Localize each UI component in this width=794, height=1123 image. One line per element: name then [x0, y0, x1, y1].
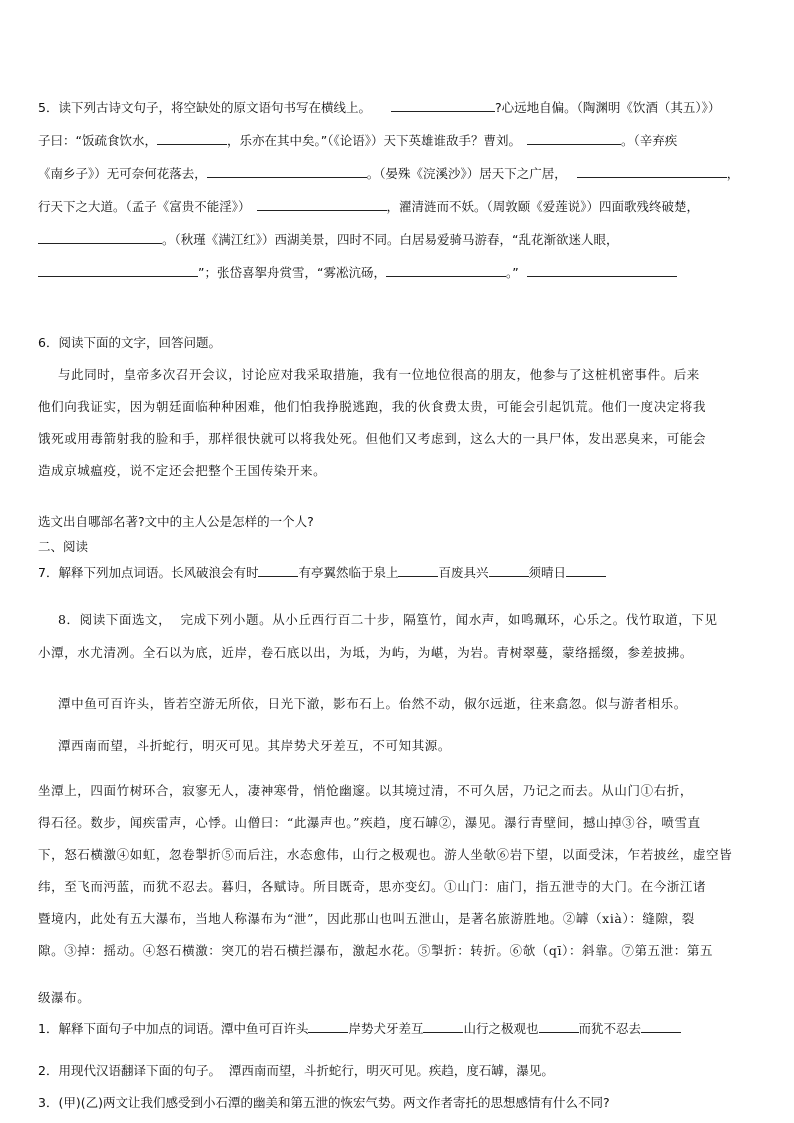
answer-blank[interactable]	[386, 264, 506, 277]
q5-text: 。（辛弃疾	[620, 133, 678, 148]
q8-sub1-text: 山行之极观也	[463, 1021, 539, 1036]
q7-line	[38, 564, 606, 581]
q6-question: 选文出自哪部名著?文中的主人公是怎样的一个人?	[38, 514, 314, 529]
q7-text: 须晴日	[528, 565, 567, 580]
q5-text: ，濯清涟而不妖。（周敦颐《爱莲说》）四面歌残终破楚，	[386, 199, 700, 214]
q5-text: 《南乡子》）无可奈何花落去，	[38, 166, 207, 181]
q6-passage-line: 饿死或用毒箭射我的脸和手，那样很快就可以将我处死。但他们又考虑到，这么大的一具尸体，发出恶臭来，可能会	[38, 431, 707, 446]
q6-passage-line: 他们向我证实，因为朝廷面临种种困难，他们怕我挣脱逃跑，我的伙食费太贵，可能会引起饥荒。他们一度决定将我	[38, 399, 707, 414]
answer-blank[interactable]	[257, 198, 387, 211]
q8-sub1-text: 岸势犬牙差互	[348, 1021, 424, 1036]
q8-line: 坐潭上，四面竹树环合，寂寥无人，凄神寒骨，悄怆幽邃。以其境过清，不可久居，乃记之而去。从山门①右折，	[38, 783, 694, 798]
q8-line: 8．阅读下面选文， 完成下列小题。从小丘西行百二十步，隔篁竹，闻水声，如鸣珮环，心乐之。伐竹取道，下见	[58, 612, 718, 627]
answer-blank[interactable]	[38, 231, 162, 244]
q8-line: 下，怒石横激④如虹，忽卷掣折⑤而后注，水态愈伟，山行之极观也。游人坐欹⑥岩下望，以面受沫，乍若披丝，虚空皆	[38, 847, 733, 862]
answer-blank[interactable]	[398, 564, 438, 577]
q5-text: 。”	[505, 265, 519, 280]
answer-blank[interactable]	[391, 99, 495, 112]
answer-blank[interactable]	[38, 264, 198, 277]
q5-text: ”；张岱喜挐舟赏雪，“雾凇沆砀，	[198, 265, 386, 280]
q8-sub1	[38, 1020, 681, 1037]
q5-line-1	[38, 99, 720, 116]
section-title: 二、阅读	[38, 539, 89, 554]
q5-line-2	[38, 132, 677, 149]
answer-blank[interactable]	[308, 1020, 348, 1033]
q8-line: 级瀑布。	[38, 990, 91, 1005]
q8-line: 得石径。数步，闻疾雷声，心悸。山僧曰：“此瀑声也。”疾趋，度石罅②，瀑见。瀑行青壁间，撼山掉③谷，喷雪直	[38, 815, 701, 830]
answer-blank[interactable]	[423, 1020, 463, 1033]
q8-sub3: 3．(甲)(乙)两文让我们感受到小石潭的幽美和第五泄的恢宏气势。两文作者寄托的思想感情有什么不同?	[38, 1095, 610, 1110]
answer-blank[interactable]	[489, 564, 529, 577]
answer-blank[interactable]	[157, 132, 227, 145]
answer-blank[interactable]	[258, 564, 298, 577]
q5-line-4	[38, 198, 699, 215]
q8-line: 小潭，水尤清冽。全石以为底，近岸，卷石底以出，为坻，为屿，为嵁，为岩。青树翠蔓，蒙络摇缀，参差披拂。	[38, 645, 694, 660]
answer-blank[interactable]	[539, 1020, 579, 1033]
q7-text: 有亭翼然临于泉上	[298, 565, 399, 580]
answer-blank[interactable]	[527, 132, 621, 145]
answer-blank[interactable]	[207, 165, 367, 178]
q8-sub2: 2．用现代汉语翻译下面的句子。 潭西南而望，斗折蛇行，明灭可见。疾趋，度石罅，瀑见。	[38, 1063, 554, 1078]
q5-text: 行天下之大道。（孟子《富贵不能淫》）	[38, 199, 251, 214]
q5-text: 子曰：“饭疏食饮水，	[38, 133, 157, 148]
q8-sub1-text: 1．解释下面句子中加点的词语。潭中鱼可百许头	[38, 1021, 309, 1036]
q8-line: 纬，至飞而沔蓝，而犹不忍去。暮归，各赋诗。所目既奇，思亦变幻。①山门：庙门，指五泄寺的大门。在今浙江诸	[38, 879, 707, 894]
q7-text: 7．解释下列加点词语。长风破浪会有时	[38, 565, 259, 580]
q6-heading: 6．阅读下面的文字，回答问题。	[38, 335, 221, 350]
q5-text: 。（秋瑾《满江红》）西湖美景，四时不同。白居易爱骑马游春，“乱花渐欲迷人眼，	[162, 232, 619, 247]
q6-passage-line: 与此同时，皇帝多次召开会议，讨论应对我采取措施，我有一位地位很高的朋友，他参与了这桩机密事件。后来	[58, 367, 700, 382]
q5-text: ，乐亦在其中矣。”（《论语》）天下英雄谁敌手？曹刘。	[226, 133, 521, 148]
answer-blank[interactable]	[566, 564, 606, 577]
q6-passage-line: 造成京城瘟疫，说不定还会把整个王国传染开来。	[38, 463, 327, 478]
q8-line: 潭中鱼可百许头，皆若空游无所依，日光下澈，影布石上。佁然不动，俶尔远逝，往来翕忽。似与游者相乐。	[58, 696, 687, 711]
q8-line: 暨境内，此处有五大瀑布，当地人称瀑布为“泄”，因此那山也叫五泄山，是著名旅游胜地。②罅（xià）：缝隙，裂	[38, 911, 695, 926]
q5-line-5	[38, 231, 618, 248]
answer-blank[interactable]	[641, 1020, 681, 1033]
q5-text: 5．读下列古诗文句子，将空缺处的原文语句书写在横线上。	[38, 100, 371, 115]
q5-line-6	[38, 264, 677, 281]
q8-line: 隙。③掉：摇动。④怒石横激：突兀的岩石横拦瀑布，激起水花。⑤掣折：转折。⑥欹（qī）：斜靠。⑦第五泄：第五	[38, 943, 714, 958]
q8-sub1-text: 而犹不忍去	[578, 1021, 642, 1036]
answer-blank[interactable]	[577, 165, 727, 178]
q7-text: 百废具兴	[438, 565, 489, 580]
answer-blank[interactable]	[527, 264, 677, 277]
q5-text: ?心远地自偏。（陶渊明《饮酒（其五）》）	[494, 100, 721, 115]
q5-text: ，	[726, 166, 740, 181]
q8-line: 潭西南而望，斗折蛇行，明灭可见。其岸势犬牙差互，不可知其源。	[58, 738, 452, 753]
q5-text: 。（晏殊《浣溪沙》）居天下之广居，	[366, 166, 567, 181]
q5-line-3	[38, 165, 739, 182]
